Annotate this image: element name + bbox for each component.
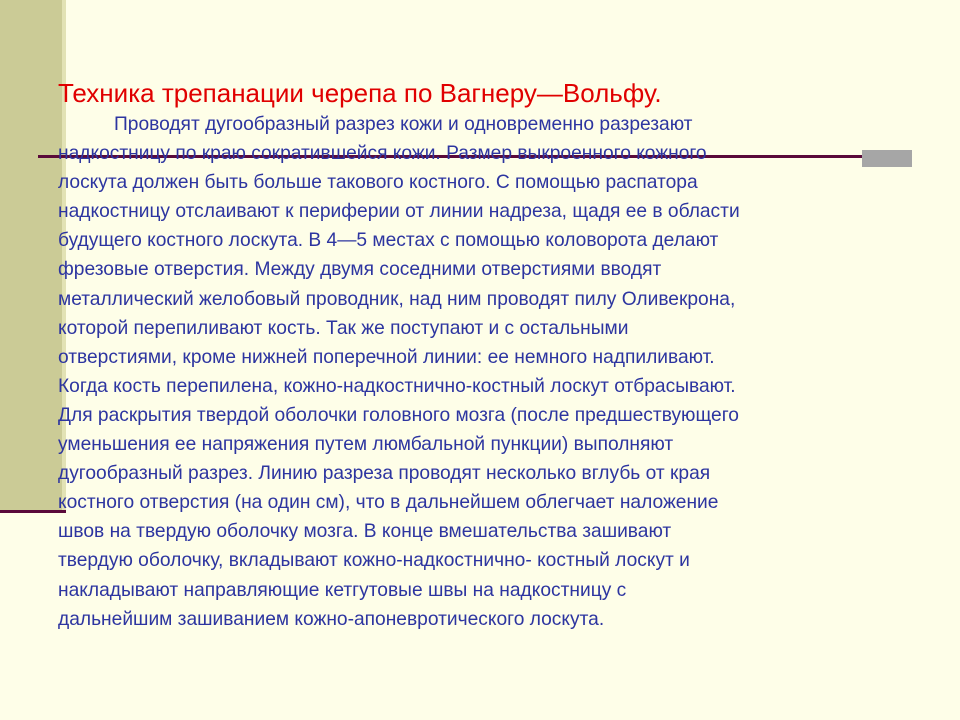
side-decor-bar	[0, 0, 62, 512]
slide-title: Техника трепанации черепа по Вагнеру—Вольфу.	[58, 78, 662, 108]
body-line: Проводят дугообразный разрез кожи и одновременно разрезают	[114, 114, 693, 135]
body-line: фрезовые отверстия. Между двумя соседними отверстиями вводят	[58, 259, 662, 281]
body-line: дугообразный разрез. Линию разреза проводят несколько вглубь от края	[58, 463, 711, 485]
body-line: Когда кость перепилена, кожно-надкостнично-костный лоскут отбрасывают.	[58, 375, 736, 397]
body-line: которой перепиливают кость. Так же поступают и с остальными	[58, 317, 629, 339]
side-bar-bottom-rule	[0, 510, 66, 513]
body-line: накладывают направляющие кетгутовые швы на надкостницу с	[58, 579, 627, 601]
slide-body	[58, 110, 920, 634]
body-line: дальнейшим зашиванием кожно-апоневротического лоскута.	[58, 608, 605, 630]
body-line: швов на твердую оболочку мозга. В конце вмешательства зашивают	[58, 521, 672, 543]
body-line: отверстиями, кроме нижней поперечной линии: ее немного надпиливают.	[58, 346, 715, 368]
body-line: металлический желобовый проводник, над ним проводят пилу Оливекрона,	[58, 288, 736, 310]
body-line: будущего костного лоскута. В 4—5 местах с помощью коловорота делают	[58, 230, 719, 252]
body-line: Для раскрытия твердой оболочки головного мозга (после предшествующего	[58, 404, 739, 426]
body-line: твердую оболочку, вкладывают кожно-надкостнично- костный лоскут и	[58, 550, 690, 572]
body-line: костного отверстия (на один см), что в дальнейшем облегчает наложение	[58, 492, 719, 514]
body-line: надкостницу по краю сократившейся кожи. Размер выкроенного кожного	[58, 143, 707, 165]
body-line: надкостницу отслаивают к периферии от линии надреза, щадя ее в области	[58, 201, 740, 223]
body-line: уменьшения ее напряжения путем люмбальной пункции) выполняют	[58, 434, 674, 456]
body-line: лоскута должен быть больше такового костного. С помощью распатора	[58, 172, 698, 194]
